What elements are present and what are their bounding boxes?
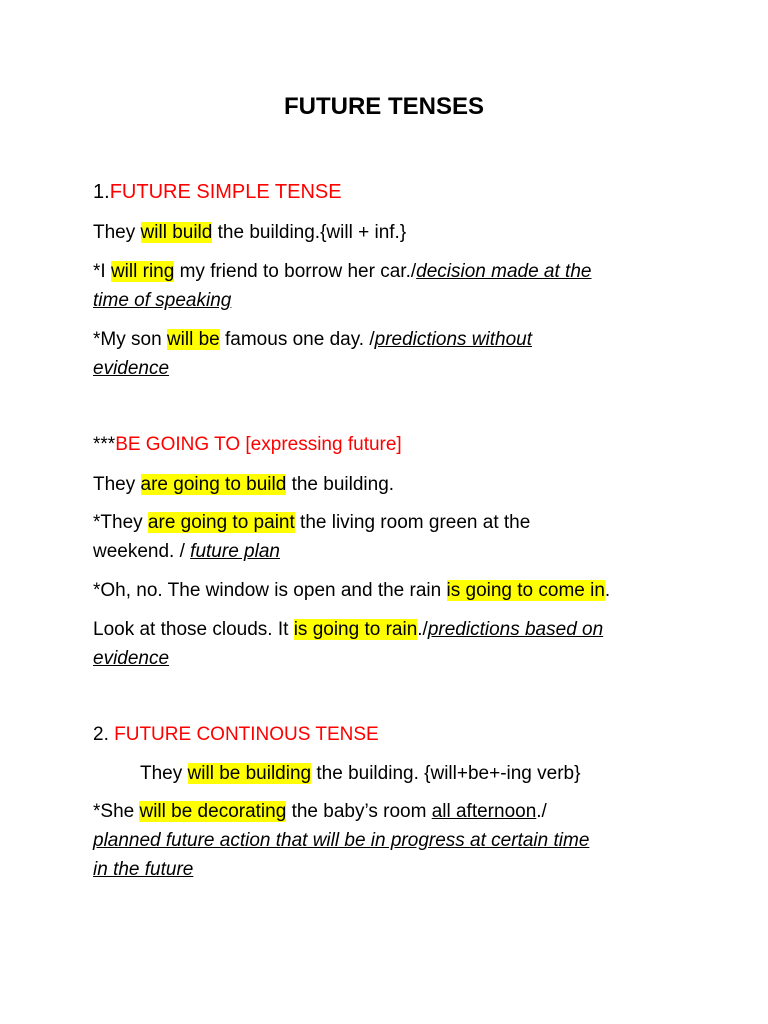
text: They	[93, 474, 141, 495]
text: the building.{will + inf.}	[212, 222, 407, 243]
section-going-heading	[93, 430, 402, 459]
example-line	[93, 576, 610, 605]
section-1-number: 1.	[93, 181, 110, 203]
example-line	[93, 354, 169, 383]
text: ./	[417, 619, 428, 640]
usage-note: predictions based on	[427, 619, 604, 640]
example-line	[140, 759, 580, 788]
highlighted-verb: will be	[166, 329, 220, 350]
text: Look at those clouds. It	[93, 619, 294, 640]
page-title: FUTURE TENSES	[283, 93, 484, 120]
section-going-title: BE GOING TO [expressing future]	[115, 434, 402, 455]
text: famous one day. /	[219, 329, 375, 350]
highlighted-verb: will build	[140, 222, 213, 243]
text: *I	[93, 261, 111, 282]
example-line	[93, 644, 169, 673]
text: They	[140, 763, 188, 784]
example-line	[93, 537, 280, 566]
asterisks: ***	[93, 434, 116, 455]
usage-note: evidence	[93, 358, 170, 379]
example-line	[93, 508, 530, 537]
underlined-phrase: all afternoon	[431, 801, 537, 822]
example-line	[93, 218, 406, 247]
example-line	[93, 286, 231, 315]
example-line	[93, 325, 532, 354]
usage-note: time of speaking	[93, 290, 232, 311]
usage-note: decision made at the	[416, 261, 592, 282]
highlighted-verb: will be decorating	[139, 801, 287, 822]
example-line	[93, 826, 589, 855]
highlighted-verb: are going to paint	[147, 512, 295, 533]
example-line	[93, 257, 591, 286]
text: weekend. /	[93, 541, 191, 562]
example-line	[93, 470, 394, 499]
section-2-number: 2.	[93, 724, 115, 745]
example-line	[93, 615, 603, 644]
text: the baby’s room	[286, 801, 432, 822]
example-line	[93, 855, 193, 884]
text: .	[604, 580, 611, 601]
highlighted-verb: will ring	[110, 261, 175, 282]
usage-note: evidence	[93, 648, 170, 669]
text: the building. {will+be+-ing verb}	[311, 763, 581, 784]
section-1-heading	[93, 178, 342, 207]
text: *They	[93, 512, 148, 533]
text: They	[93, 222, 141, 243]
section-2-title: FUTURE CONTINOUS TENSE	[114, 724, 379, 745]
usage-note: predictions without	[374, 329, 533, 350]
highlighted-verb: is going to rain	[293, 619, 418, 640]
section-2-heading	[93, 720, 379, 749]
usage-note: future plan	[190, 541, 280, 562]
usage-note: planned future action that will be in progress at certain time	[93, 830, 590, 851]
section-1-title: FUTURE SIMPLE TENSE	[109, 181, 342, 203]
text: *Oh, no. The window is open and the rain	[93, 580, 447, 601]
highlighted-verb: is going to come in	[446, 580, 605, 601]
text: my friend to borrow her car./	[174, 261, 417, 282]
highlighted-verb: will be building	[187, 763, 312, 784]
text: *My son	[93, 329, 167, 350]
text: *She	[93, 801, 140, 822]
text: the building.	[286, 474, 395, 495]
highlighted-verb: are going to build	[140, 474, 287, 495]
text: the living room green at the	[294, 512, 531, 533]
example-line	[93, 797, 547, 826]
text: ./	[536, 801, 547, 822]
usage-note: in the future	[93, 859, 194, 880]
